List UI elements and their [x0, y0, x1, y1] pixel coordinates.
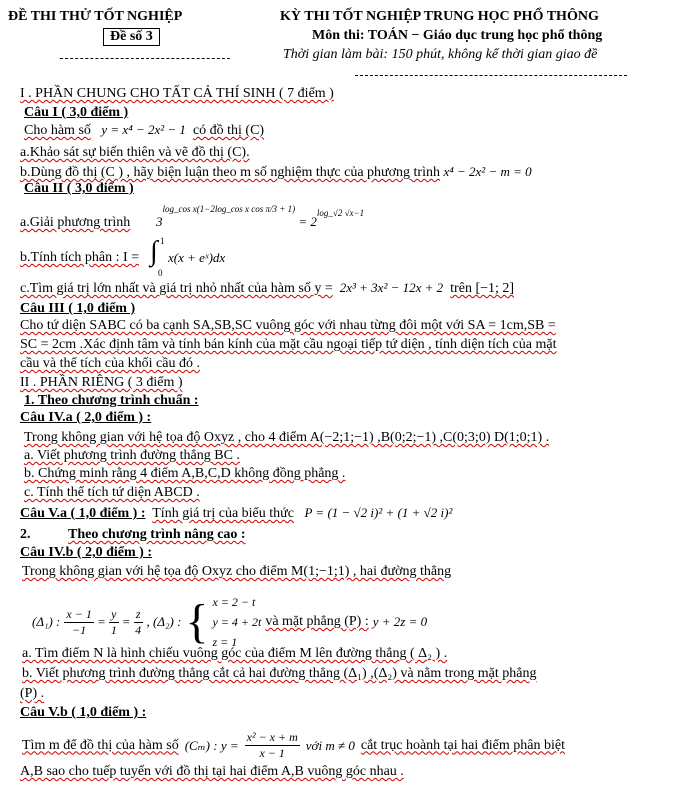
q3-text-line3: cầu và thể tích của khối cầu đó . [20, 356, 200, 371]
q1-part-b: b.Dùng đồ thị (C ) , hãy biện luận theo m số nghiệm thực của phương trình x⁴ − 2x² − m = 0 [20, 164, 532, 180]
q1-title: Câu I ( 3,0 điểm ) [24, 105, 129, 120]
q4b-part-a: a. Tìm điểm N là hình chiếu vuông góc của điểm M lên đường thẳng ( Δ₂ ) . [22, 646, 448, 661]
q1-part-a: a.Khảo sát sự biến thiên và vẽ đồ thị (C). [20, 145, 250, 160]
q5b-line2: A,B sao cho tuếp tuyến với đồ thị tại hai điểm A,B vuông góc nhau . [20, 764, 404, 779]
q4a-part-b: b. Chứng minh rằng 4 điểm A,B,C,D không đồng phẳng . [24, 466, 346, 481]
q1-intro: Cho hàm số y = x⁴ − 2x² − 1 có đồ thị (C) [24, 122, 265, 138]
integral-lower: 0 [158, 268, 163, 278]
integral-sign: ∫ [150, 236, 158, 267]
std-program-title: 1. Theo chương trình chuẩn : [24, 393, 199, 408]
header-left-title: ĐỀ THI THỬ TỐT NGHIỆP [8, 9, 183, 24]
q4b-intro: Trong không gian với hệ tọa độ Oxyz cho điểm M(1;−1;1) , hai đường thẳng [22, 564, 452, 579]
adv-program-number: 2. [20, 527, 31, 542]
q4b-part-b-line2: (P) . [20, 686, 45, 701]
line-equations: (Δ₁) : $\frac{x - 1}{-1}$ = $\frac{y}{1}$ = $\frac{z}{4}$ , (Δ₂) : { x = 2 − t y = 4 + 2t z = 1 và mặt phẳng (P) : y + 2z = 0 [32, 592, 427, 652]
integral-expression: x(x + eˣ)dx [168, 250, 226, 265]
header-right-divider [355, 75, 627, 76]
part2-title: II . PHẦN RIÊNG ( 3 điểm ) [20, 375, 183, 390]
delta1-label: (Δ₁) : [32, 614, 61, 629]
q2-part-c: c.Tìm giá trị lớn nhất và giá trị nhỏ nhất của hàm số y = 2x³ + 3x² − 12x + 2 trên [−1; 2] [20, 280, 515, 296]
q4b-part-b-line1: b. Viết phương trình đường thẳng cắt cả hai đường thẳng (Δ₁) ,(Δ₂) và nằm trong mặt phẳng [22, 666, 537, 681]
q5b-line1: Tìm m để đồ thị của hàm số (Cₘ) : y = $\frac{\text{x² − x + m}}{x - 1}$ với m ≠ 0 cắt trục hoành tại hai điểm phân biệt [22, 730, 565, 760]
part1-title: I . PHẦN CHUNG CHO TẤT CẢ THÍ SINH ( 7 điểm ) [20, 86, 334, 101]
delta2-system: x = 2 − t y = 4 + 2t z = 1 [212, 595, 262, 649]
header-left-divider [60, 58, 230, 59]
exam-code-badge: Đề số 3 [103, 28, 160, 46]
adv-program-title: Theo chương trình nâng cao : [68, 527, 246, 542]
delta1-frac-y: $\frac{y}{1}$ [110, 606, 117, 637]
q3-text-line2: SC = 2cm .Xác định tâm và tính bán kính của mặt cầu ngoại tiếp tứ diện , tính diện tích của mặt [20, 337, 557, 352]
q4a-part-c: c. Tính thể tích tứ diện ABCD . [24, 485, 200, 500]
q5a-line: Câu V.a ( 1,0 điểm ) : Tính giá trị của biểu thức P = (1 − √2 i)² + (1 + √2 i)² [20, 505, 453, 521]
delta1-frac-x: $\frac{x - 1}{-1}$ [66, 606, 92, 637]
q2-part-b: b.Tính tích phân : I = [20, 250, 140, 265]
subject-line: Môn thi: TOÁN − Giáo dục trung học phổ thông [312, 28, 603, 43]
q3-text-line1: Cho tứ diện SABC có ba cạnh SA,SB,SC vuông góc với nhau từng đôi một với SA = 1cm,SB = [20, 318, 556, 333]
q2-title: Câu II ( 3,0 điểm ) [24, 181, 134, 196]
q4b-title: Câu IV.b ( 2,0 điểm ) : [20, 545, 152, 560]
q5b-title: Câu V.b ( 1,0 điểm ) : [20, 705, 147, 720]
q4a-part-a: a. Viết phương trình đường thẳng BC . [24, 448, 240, 463]
q2-part-a: a.Giải phương trình [20, 215, 131, 230]
system-brace: { [185, 595, 209, 648]
delta2-label: , (Δ₂) : [146, 614, 182, 629]
time-line: Thời gian làm bài: 150 phút, không kể thời gian giao đề [283, 47, 598, 62]
q2-equation: $3^{log\_cos x(1-2log\_cos x cos \pi/3 + 1)} = 2^{log\_√2 √x-1}$ [156, 204, 365, 229]
q4a-intro: Trong không gian với hệ tọa độ Oxyz , cho 4 điểm A(−2;1;−1) ,B(0;2;−1) ,C(0;3;0) D(1;0;1) . [24, 430, 550, 445]
q4a-title: Câu IV.a ( 2,0 điểm ) : [20, 410, 152, 425]
q3-title: Câu III ( 1,0 điểm ) [20, 301, 136, 316]
delta1-frac-z: $\frac{z}{4}$ [135, 606, 142, 637]
integral-upper: 1 [160, 236, 165, 246]
header-right-title: KỲ THI TỐT NGHIỆP TRUNG HỌC PHỔ THÔNG [280, 9, 599, 24]
